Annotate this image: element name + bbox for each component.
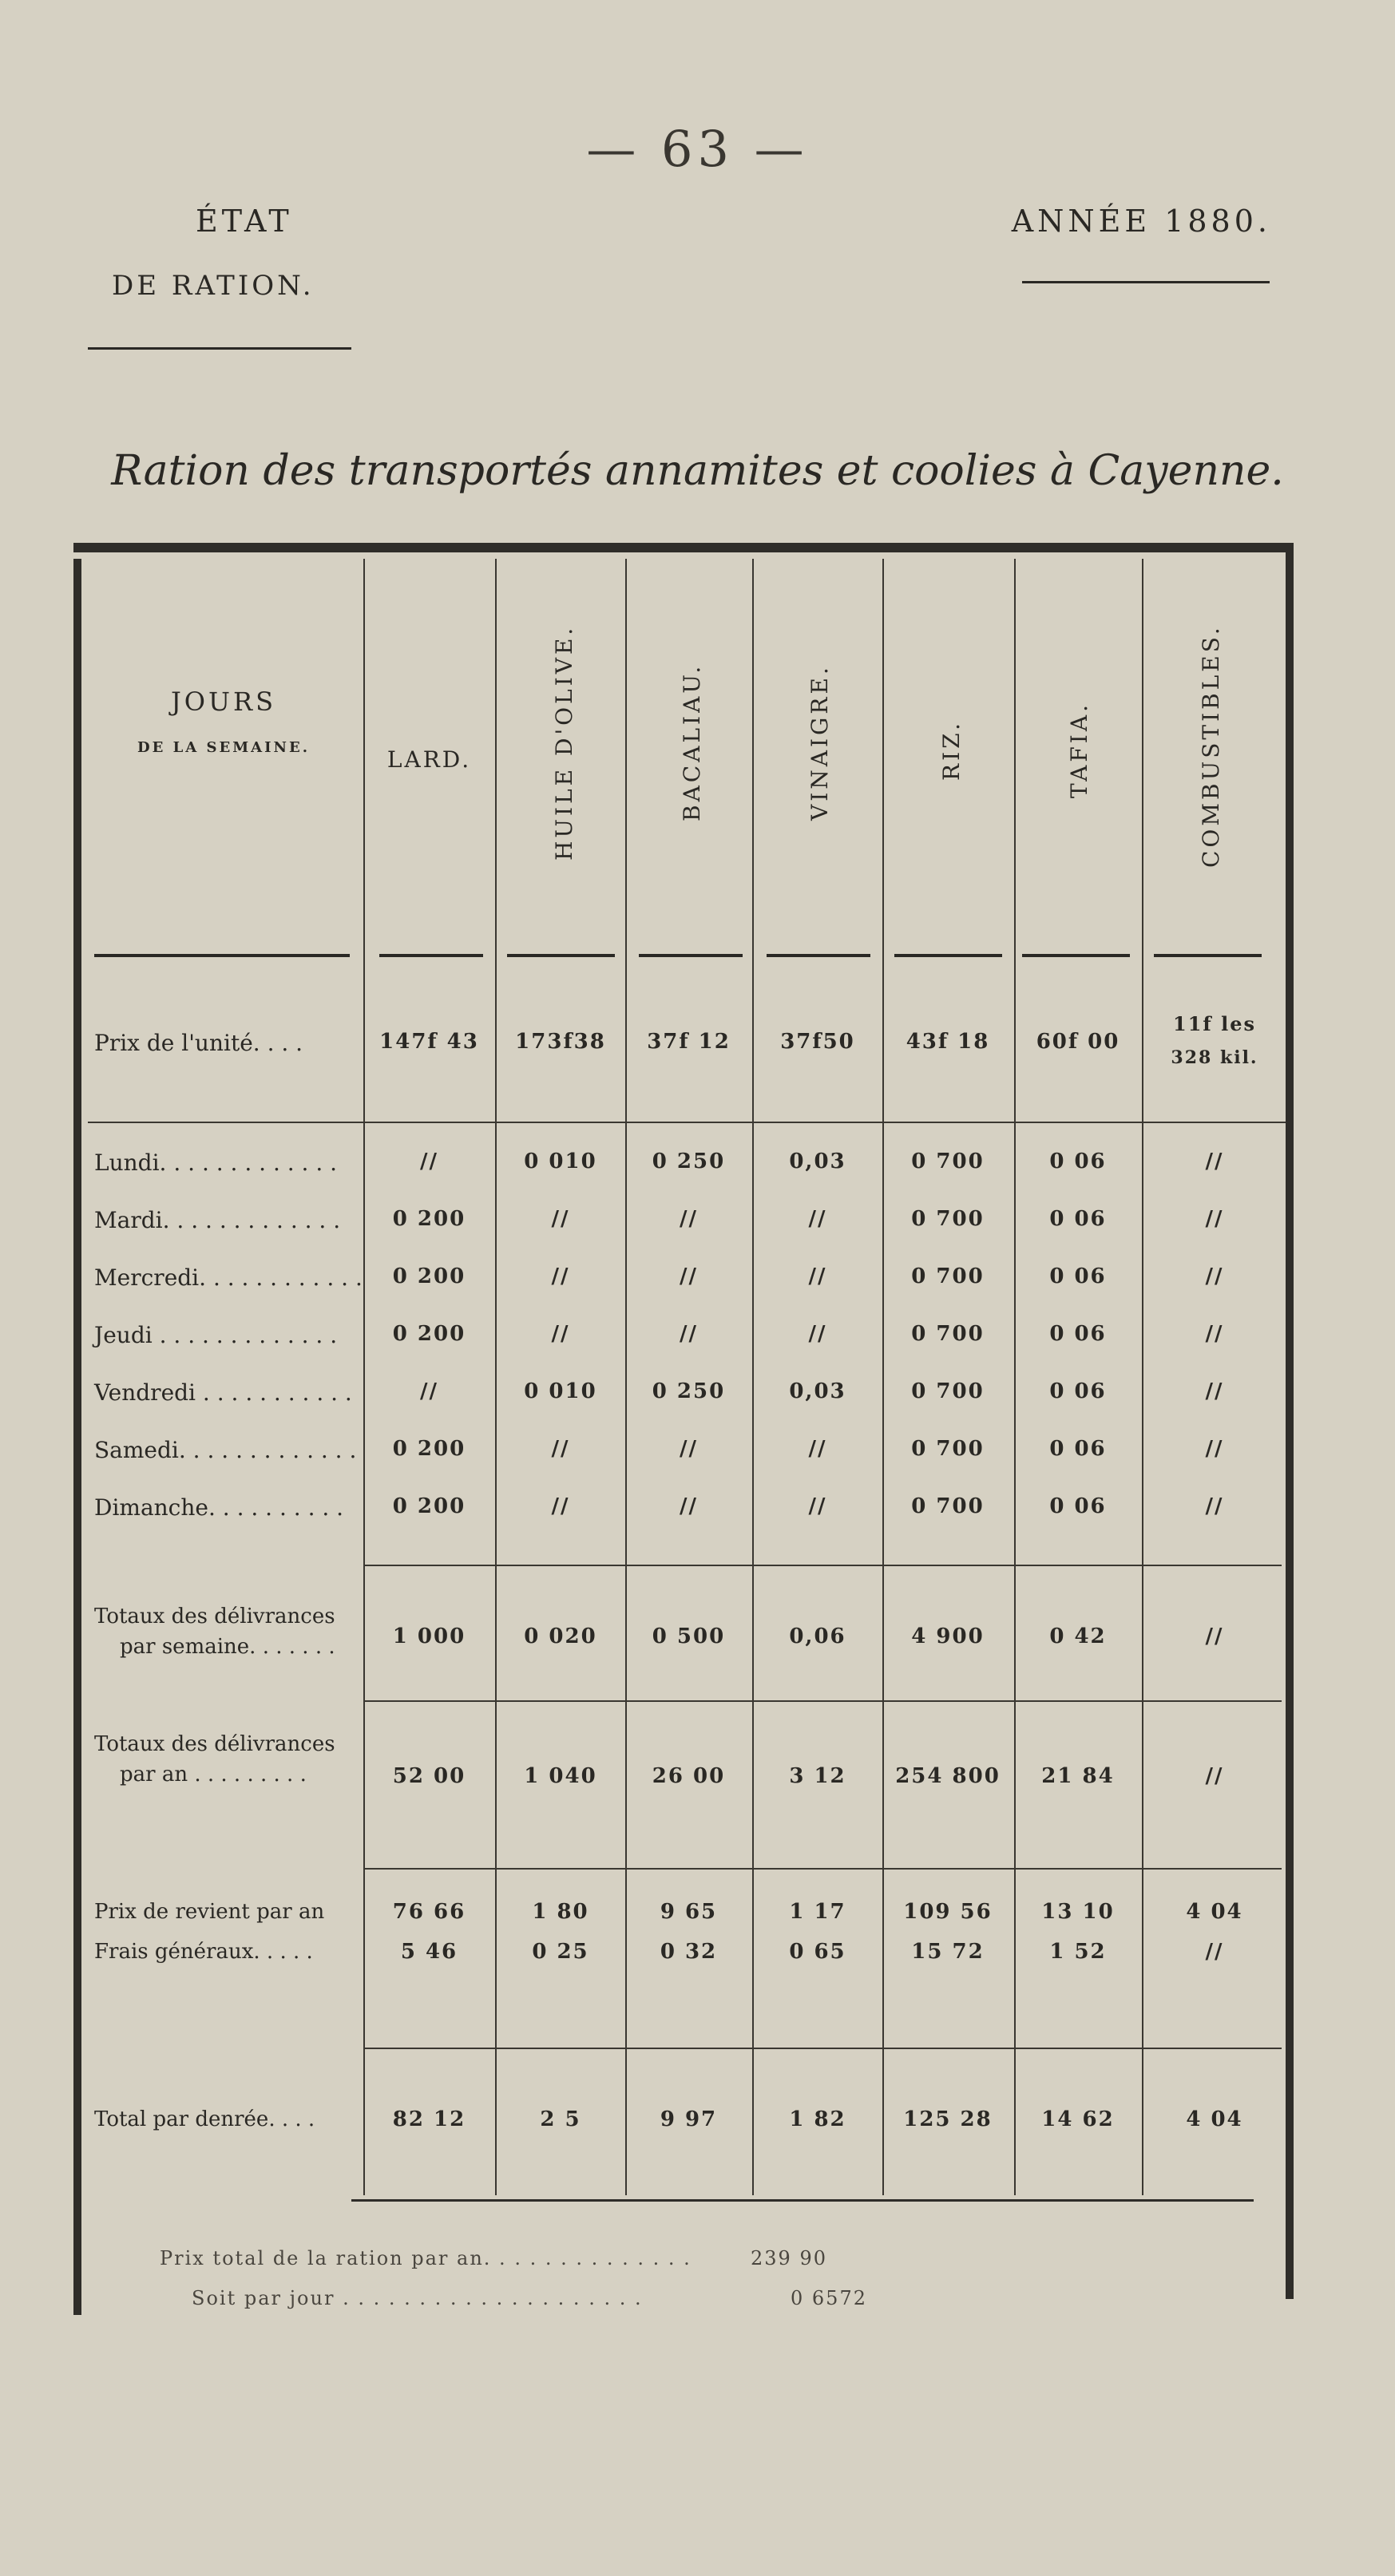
day-2-tafia: 0 06 [1049,1264,1107,1288]
day-5-vinaigre: // [808,1437,827,1461]
day-4-lard: // [420,1379,438,1403]
prix-unite-lard: 147f 43 [379,1030,479,1054]
prix-unite-riz: 43f 18 [906,1030,990,1054]
total-denree-riz: 125 28 [903,2107,993,2131]
etat-label: ÉTAT [196,204,293,239]
par-jour-value: 0 6572 [791,2287,867,2309]
table-top-border [73,543,1294,552]
day-2-combustibles: // [1205,1264,1224,1288]
totaux-an-label-2: par an . . . . . . . . . [120,1763,307,1787]
prix-unite-combustibles-weight: 328 kil. [1171,1047,1258,1068]
prix-revient-vinaigre: 1 17 [789,1900,846,1924]
day-label: Dimanche. . . . . . . . . . [94,1494,344,1521]
prix-total-label: Prix total de la ration par an. . . . . . . . . . . . . . [160,2247,692,2269]
day-3-riz: 0 700 [911,1322,985,1346]
col-sep-1 [363,559,365,2195]
table-right-border [1286,543,1294,2299]
day-1-tafia: 0 06 [1049,1207,1107,1231]
prix-unite-tafia: 60f 00 [1036,1030,1120,1054]
prix-revient-bacalau: 9 65 [660,1900,718,1924]
totaux-semaine-tafia: 0 42 [1049,1624,1107,1648]
header-vinaigre: VINAIGRE. [806,664,833,821]
day-4-huile: 0 010 [524,1379,597,1403]
header-bacalau: BACALIAU. [679,663,705,822]
totaux-semaine-label-2: par semaine. . . . . . . [120,1635,335,1659]
header-lard: LARD. [386,746,472,773]
prix-revient-combustibles: 4 04 [1186,1900,1243,1924]
day-3-tafia: 0 06 [1049,1322,1107,1346]
day-5-bacalau: // [680,1437,698,1461]
day-0-combustibles: // [1205,1150,1224,1173]
day-label: Lundi. . . . . . . . . . . . . [94,1150,338,1176]
day-label: Vendredi . . . . . . . . . . . [94,1379,352,1406]
day-4-bacalau: 0 250 [652,1379,726,1403]
prix-revient-huile: 1 80 [532,1900,589,1924]
header-tafia: TAFIA. [1066,702,1092,799]
day-0-riz: 0 700 [911,1150,985,1173]
total-denree-huile: 2 5 [540,2107,581,2131]
day-label: Jeudi . . . . . . . . . . . . . [94,1322,338,1348]
day-1-bacalau: // [680,1207,698,1231]
total-denree-combustibles: 4 04 [1186,2107,1243,2131]
jours-heading: JOURS [170,687,277,717]
prix-unite-combustibles: 11f les [1173,1012,1256,1035]
total-denree-vinaigre: 1 82 [789,2107,846,2131]
day-5-huile: // [551,1437,570,1461]
totaux-an-combustibles: // [1205,1764,1224,1788]
day-2-riz: 0 700 [911,1264,985,1288]
day-0-lard: // [420,1150,438,1173]
totaux-an-huile: 1 040 [524,1764,597,1788]
prix-unite-huile: 173f38 [515,1030,606,1054]
day-6-vinaigre: // [808,1494,827,1518]
day-6-huile: // [551,1494,570,1518]
header-rule-1 [94,954,350,957]
page-title: Ration des transportés annamites et coolies à Cayenne. [111,447,1284,495]
total-denree-tafia: 14 62 [1041,2107,1115,2131]
table-left-border [73,559,81,2315]
day-6-bacalau: // [680,1494,698,1518]
page-number: — 63 — [586,120,809,178]
day-2-vinaigre: // [808,1264,827,1288]
totaux-an-label-1: Totaux des délivrances [94,1732,335,1756]
totaux-semaine-label-1: Totaux des délivrances [94,1605,335,1628]
frais-tafia: 1 52 [1049,1940,1107,1964]
table-bottom-rule [351,2199,1254,2202]
totaux-semaine-vinaigre: 0,06 [789,1624,846,1648]
header-rule-6 [894,954,1002,957]
frais-rule [363,2048,1282,2049]
total-denree-label: Total par denrée. . . . [94,2107,315,2131]
header-jours [88,687,359,756]
day-3-huile: // [551,1322,570,1346]
totaux-an-tafia: 21 84 [1041,1764,1115,1788]
day-3-vinaigre: // [808,1322,827,1346]
totaux-an-vinaigre: 3 12 [789,1764,846,1788]
totaux-semaine-huile: 0 020 [524,1624,597,1648]
totaux-an-riz: 254 800 [895,1764,1001,1788]
frais-riz: 15 72 [911,1940,985,1964]
day-3-lard: 0 200 [392,1322,466,1346]
day-1-combustibles: // [1205,1207,1224,1231]
day-label: Mardi. . . . . . . . . . . . . [94,1207,341,1233]
day-6-riz: 0 700 [911,1494,985,1518]
day-3-combustibles: // [1205,1322,1224,1346]
annee-label: ANNÉE 1880. [1011,204,1271,239]
prix-unite-bacalau: 37f 12 [647,1030,731,1054]
prix-unite-rule [88,1122,1286,1123]
prix-revient-tafia: 13 10 [1041,1900,1115,1924]
day-5-combustibles: // [1205,1437,1224,1461]
totaux-semaine-bacalau: 0 500 [652,1624,726,1648]
frais-label: Frais généraux. . . . . [94,1940,313,1964]
totaux-an-bacalau: 26 00 [652,1764,726,1788]
header-divider-left [88,347,351,350]
day-4-combustibles: // [1205,1379,1224,1403]
par-jour-label: Soit par jour . . . . . . . . . . . . . . . . . . . . [192,2287,643,2309]
days-rule [363,1565,1282,1566]
header-divider-right [1022,281,1270,283]
jours-subheading: DE LA SEMAINE. [137,739,310,756]
header-huile: HUILE D'OLIVE. [551,624,577,861]
header-rule-3 [507,954,615,957]
day-2-bacalau: // [680,1264,698,1288]
prix-revient-lard: 76 66 [392,1900,466,1924]
day-6-tafia: 0 06 [1049,1494,1107,1518]
prix-unite-label: Prix de l'unité. . . . [94,1030,303,1056]
frais-combustibles: // [1205,1940,1224,1964]
totaux-semaine-lard: 1 000 [392,1624,466,1648]
header-rule-8 [1154,954,1262,957]
day-1-huile: // [551,1207,570,1231]
day-1-lard: 0 200 [392,1207,466,1231]
total-denree-lard: 82 12 [392,2107,466,2131]
day-0-bacalau: 0 250 [652,1150,726,1173]
day-2-huile: // [551,1264,570,1288]
day-1-riz: 0 700 [911,1207,985,1231]
day-0-huile: 0 010 [524,1150,597,1173]
day-2-lard: 0 200 [392,1264,466,1288]
header-rule-4 [639,954,743,957]
day-1-vinaigre: // [808,1207,827,1231]
totaux-semaine-combustibles: // [1205,1624,1224,1648]
day-label: Samedi. . . . . . . . . . . . . [94,1437,357,1463]
header-rule-7 [1022,954,1130,957]
prix-revient-label: Prix de revient par an [94,1900,325,1924]
day-5-lard: 0 200 [392,1437,466,1461]
day-4-riz: 0 700 [911,1379,985,1403]
day-0-tafia: 0 06 [1049,1150,1107,1173]
prix-total-value: 239 90 [751,2247,827,2269]
day-3-bacalau: // [680,1322,698,1346]
prix-unite-vinaigre: 37f50 [780,1030,855,1054]
day-4-vinaigre: 0,03 [789,1379,846,1403]
semaine-rule [363,1700,1282,1702]
prix-revient-riz: 109 56 [903,1900,993,1924]
frais-huile: 0 25 [532,1940,589,1964]
frais-bacalau: 0 32 [660,1940,718,1964]
day-4-tafia: 0 06 [1049,1379,1107,1403]
day-5-tafia: 0 06 [1049,1437,1107,1461]
header-combustibles: COMBUSTIBLES. [1198,624,1224,869]
day-0-vinaigre: 0,03 [789,1150,846,1173]
header-riz: RIZ. [938,720,965,782]
an-rule [363,1868,1282,1870]
day-6-lard: 0 200 [392,1494,466,1518]
frais-lard: 5 46 [400,1940,458,1964]
total-denree-bacalau: 9 97 [660,2107,718,2131]
day-5-riz: 0 700 [911,1437,985,1461]
day-label: Mercredi. . . . . . . . . . . . [94,1264,363,1291]
day-6-combustibles: // [1205,1494,1224,1518]
header-rule-2 [379,954,483,957]
frais-vinaigre: 0 65 [789,1940,846,1964]
de-ration-label: DE RATION. [112,270,315,302]
totaux-semaine-riz: 4 900 [911,1624,985,1648]
header-rule-5 [767,954,870,957]
totaux-an-lard: 52 00 [392,1764,466,1788]
